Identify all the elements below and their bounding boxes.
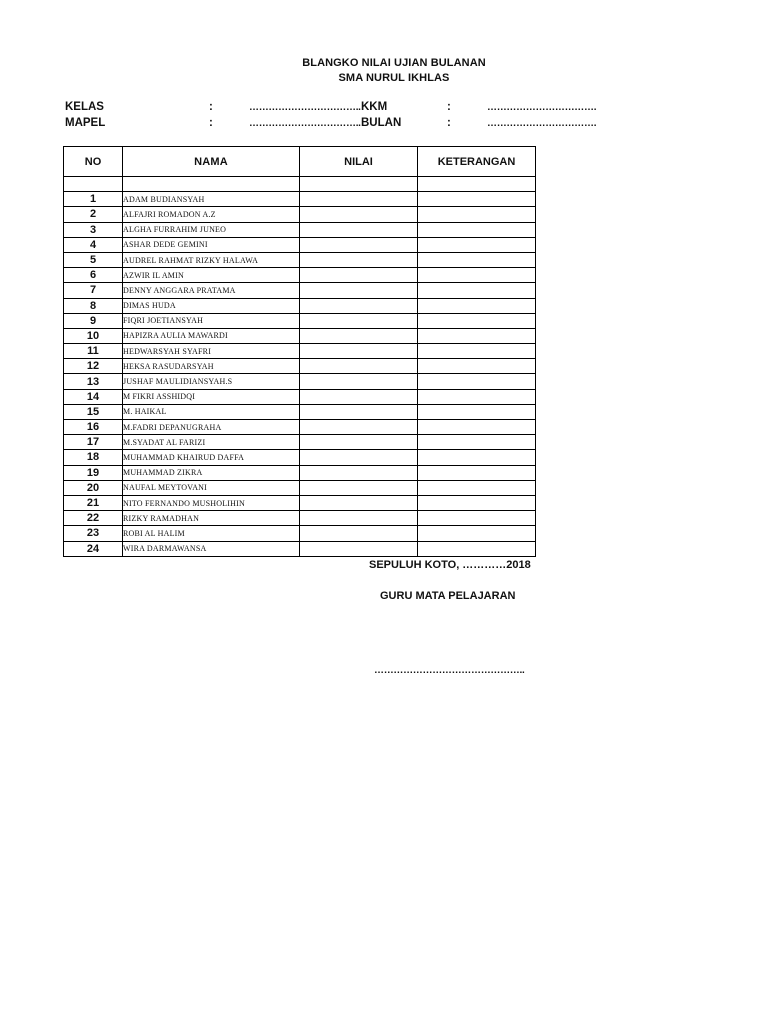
- student-name: ASHAR DEDE GEMINI: [123, 237, 300, 252]
- keterangan-cell[interactable]: [418, 222, 536, 237]
- row-number: 13: [64, 374, 123, 389]
- keterangan-cell[interactable]: [418, 450, 536, 465]
- nilai-cell[interactable]: [300, 450, 418, 465]
- row-number: 2: [64, 207, 123, 222]
- keterangan-cell[interactable]: [418, 465, 536, 480]
- student-name: MUHAMMAD KHAIRUD DAFFA: [123, 450, 300, 465]
- row-number: 8: [64, 298, 123, 313]
- student-name: HAPIZRA AULIA MAWARDI: [123, 328, 300, 343]
- student-name: NITO FERNANDO MUSHOLIHIN: [123, 495, 300, 510]
- table-row: [64, 207, 536, 222]
- row-number: 3: [64, 222, 123, 237]
- keterangan-cell[interactable]: [418, 283, 536, 298]
- student-name: M.SYADAT AL FARIZI: [123, 435, 300, 450]
- nilai-cell[interactable]: [300, 495, 418, 510]
- row-number: 11: [64, 344, 123, 359]
- table-row: [64, 526, 536, 541]
- col-nama-header: NAMA: [123, 147, 300, 177]
- keterangan-cell[interactable]: [418, 526, 536, 541]
- row-number: 24: [64, 541, 123, 556]
- bulan-colon: :: [447, 117, 451, 129]
- table-row: [64, 222, 536, 237]
- table-body: [64, 177, 536, 557]
- signature-line: ………………………………………..: [374, 665, 525, 676]
- table-row: [64, 450, 536, 465]
- nilai-cell[interactable]: [300, 435, 418, 450]
- school-name: SMA NURUL IKHLAS: [338, 72, 450, 84]
- student-name: ALGHA FURRAHIM JUNEO: [123, 222, 300, 237]
- nilai-cell[interactable]: [300, 404, 418, 419]
- row-number: 4: [64, 237, 123, 252]
- nilai-cell[interactable]: [300, 344, 418, 359]
- nilai-cell[interactable]: [300, 328, 418, 343]
- table-row: [64, 389, 536, 404]
- nilai-cell[interactable]: [300, 420, 418, 435]
- keterangan-cell[interactable]: [418, 298, 536, 313]
- keterangan-cell[interactable]: [418, 511, 536, 526]
- grade-table: [63, 146, 536, 557]
- spacer-row: [64, 177, 536, 192]
- keterangan-cell[interactable]: [418, 420, 536, 435]
- nilai-cell[interactable]: [300, 283, 418, 298]
- kkm-colon: :: [447, 101, 451, 113]
- col-keterangan-header: KETERANGAN: [418, 147, 536, 177]
- kkm-label: KKM: [361, 101, 388, 113]
- row-number: 20: [64, 480, 123, 495]
- keterangan-cell[interactable]: [418, 237, 536, 252]
- table-row: [64, 511, 536, 526]
- keterangan-cell[interactable]: [418, 435, 536, 450]
- table-row: [64, 252, 536, 267]
- table-row: [64, 420, 536, 435]
- table-row: [64, 404, 536, 419]
- student-name: DENNY ANGGARA PRATAMA: [123, 283, 300, 298]
- mapel-colon: :: [209, 117, 213, 129]
- row-number: 18: [64, 450, 123, 465]
- row-number: 1: [64, 192, 123, 207]
- student-name: AZWIR IL AMIN: [123, 268, 300, 283]
- mapel-blank: ……………………………..: [249, 118, 361, 129]
- table-row: [64, 237, 536, 252]
- bulan-label: BULAN: [361, 117, 402, 129]
- keterangan-cell[interactable]: [418, 344, 536, 359]
- table-row: [64, 328, 536, 343]
- keterangan-cell[interactable]: [418, 389, 536, 404]
- kelas-blank: ……………………………..: [249, 102, 361, 113]
- student-name: ADAM BUDIANSYAH: [123, 192, 300, 207]
- student-name: WIRA DARMAWANSA: [123, 541, 300, 556]
- row-number: 14: [64, 389, 123, 404]
- nilai-cell[interactable]: [300, 374, 418, 389]
- student-name: JUSHAF MAULIDIANSYAH.S: [123, 374, 300, 389]
- nilai-cell[interactable]: [300, 222, 418, 237]
- nilai-cell[interactable]: [300, 526, 418, 541]
- nilai-cell[interactable]: [300, 480, 418, 495]
- student-name: HEDWARSYAH SYAFRI: [123, 344, 300, 359]
- nilai-cell[interactable]: [300, 252, 418, 267]
- row-number: 21: [64, 495, 123, 510]
- nilai-cell[interactable]: [300, 237, 418, 252]
- keterangan-cell[interactable]: [418, 480, 536, 495]
- nilai-cell[interactable]: [300, 268, 418, 283]
- col-no-header: NO: [64, 147, 123, 177]
- keterangan-cell[interactable]: [418, 328, 536, 343]
- document-title: BLANGKO NILAI UJIAN BULANAN: [302, 57, 486, 69]
- keterangan-cell[interactable]: [418, 404, 536, 419]
- place-date: SEPULUH KOTO, …………2018: [369, 559, 531, 571]
- table-row: [64, 344, 536, 359]
- kelas-label: KELAS: [65, 101, 104, 113]
- row-number: 10: [64, 328, 123, 343]
- nilai-cell[interactable]: [300, 541, 418, 556]
- nilai-cell[interactable]: [300, 207, 418, 222]
- keterangan-cell[interactable]: [418, 359, 536, 374]
- student-name: FIQRI JOETIANSYAH: [123, 313, 300, 328]
- keterangan-cell[interactable]: [418, 192, 536, 207]
- table-row: [64, 268, 536, 283]
- student-name: MUHAMMAD ZIKRA: [123, 465, 300, 480]
- table-row: [64, 541, 536, 556]
- row-number: 23: [64, 526, 123, 541]
- table-row: [64, 480, 536, 495]
- table-row: [64, 465, 536, 480]
- student-name: AUDREL RAHMAT RIZKY HALAWA: [123, 252, 300, 267]
- keterangan-cell[interactable]: [418, 495, 536, 510]
- nilai-cell[interactable]: [300, 359, 418, 374]
- keterangan-cell[interactable]: [418, 541, 536, 556]
- col-nilai-header: NILAI: [300, 147, 418, 177]
- table-header-row: [64, 147, 536, 177]
- table-row: [64, 283, 536, 298]
- table-row: [64, 192, 536, 207]
- keterangan-cell[interactable]: [418, 207, 536, 222]
- nilai-cell[interactable]: [300, 192, 418, 207]
- nilai-cell[interactable]: [300, 298, 418, 313]
- kelas-colon: :: [209, 101, 213, 113]
- table-row: [64, 495, 536, 510]
- kkm-blank: …………………………….: [487, 102, 597, 113]
- table-row: [64, 359, 536, 374]
- teacher-title: GURU MATA PELAJARAN: [380, 590, 516, 602]
- row-number: 15: [64, 404, 123, 419]
- row-number: 22: [64, 511, 123, 526]
- nilai-cell[interactable]: [300, 389, 418, 404]
- student-name: RIZKY RAMADHAN: [123, 511, 300, 526]
- student-name: HEKSA RASUDARSYAH: [123, 359, 300, 374]
- student-name: ALFAJRI ROMADON A.Z: [123, 207, 300, 222]
- row-number: 16: [64, 420, 123, 435]
- student-name: NAUFAL MEYTOVANI: [123, 480, 300, 495]
- mapel-label: MAPEL: [65, 117, 106, 129]
- student-name: M.FADRI DEPANUGRAHA: [123, 420, 300, 435]
- student-name: M. HAIKAL: [123, 404, 300, 419]
- table-row: [64, 435, 536, 450]
- row-number: 7: [64, 283, 123, 298]
- nilai-cell[interactable]: [300, 511, 418, 526]
- keterangan-cell[interactable]: [418, 313, 536, 328]
- student-name: ROBI AL HALIM: [123, 526, 300, 541]
- keterangan-cell[interactable]: [418, 252, 536, 267]
- table-row: [64, 313, 536, 328]
- row-number: 17: [64, 435, 123, 450]
- table-row: [64, 298, 536, 313]
- row-number: 6: [64, 268, 123, 283]
- nilai-cell[interactable]: [300, 465, 418, 480]
- keterangan-cell[interactable]: [418, 268, 536, 283]
- row-number: 9: [64, 313, 123, 328]
- row-number: 5: [64, 252, 123, 267]
- nilai-cell[interactable]: [300, 313, 418, 328]
- table-row: [64, 374, 536, 389]
- bulan-blank: …………………………….: [487, 118, 597, 129]
- row-number: 19: [64, 465, 123, 480]
- student-name: M FIKRI ASSHIDQI: [123, 389, 300, 404]
- row-number: 12: [64, 359, 123, 374]
- student-name: DIMAS HUDA: [123, 298, 300, 313]
- keterangan-cell[interactable]: [418, 374, 536, 389]
